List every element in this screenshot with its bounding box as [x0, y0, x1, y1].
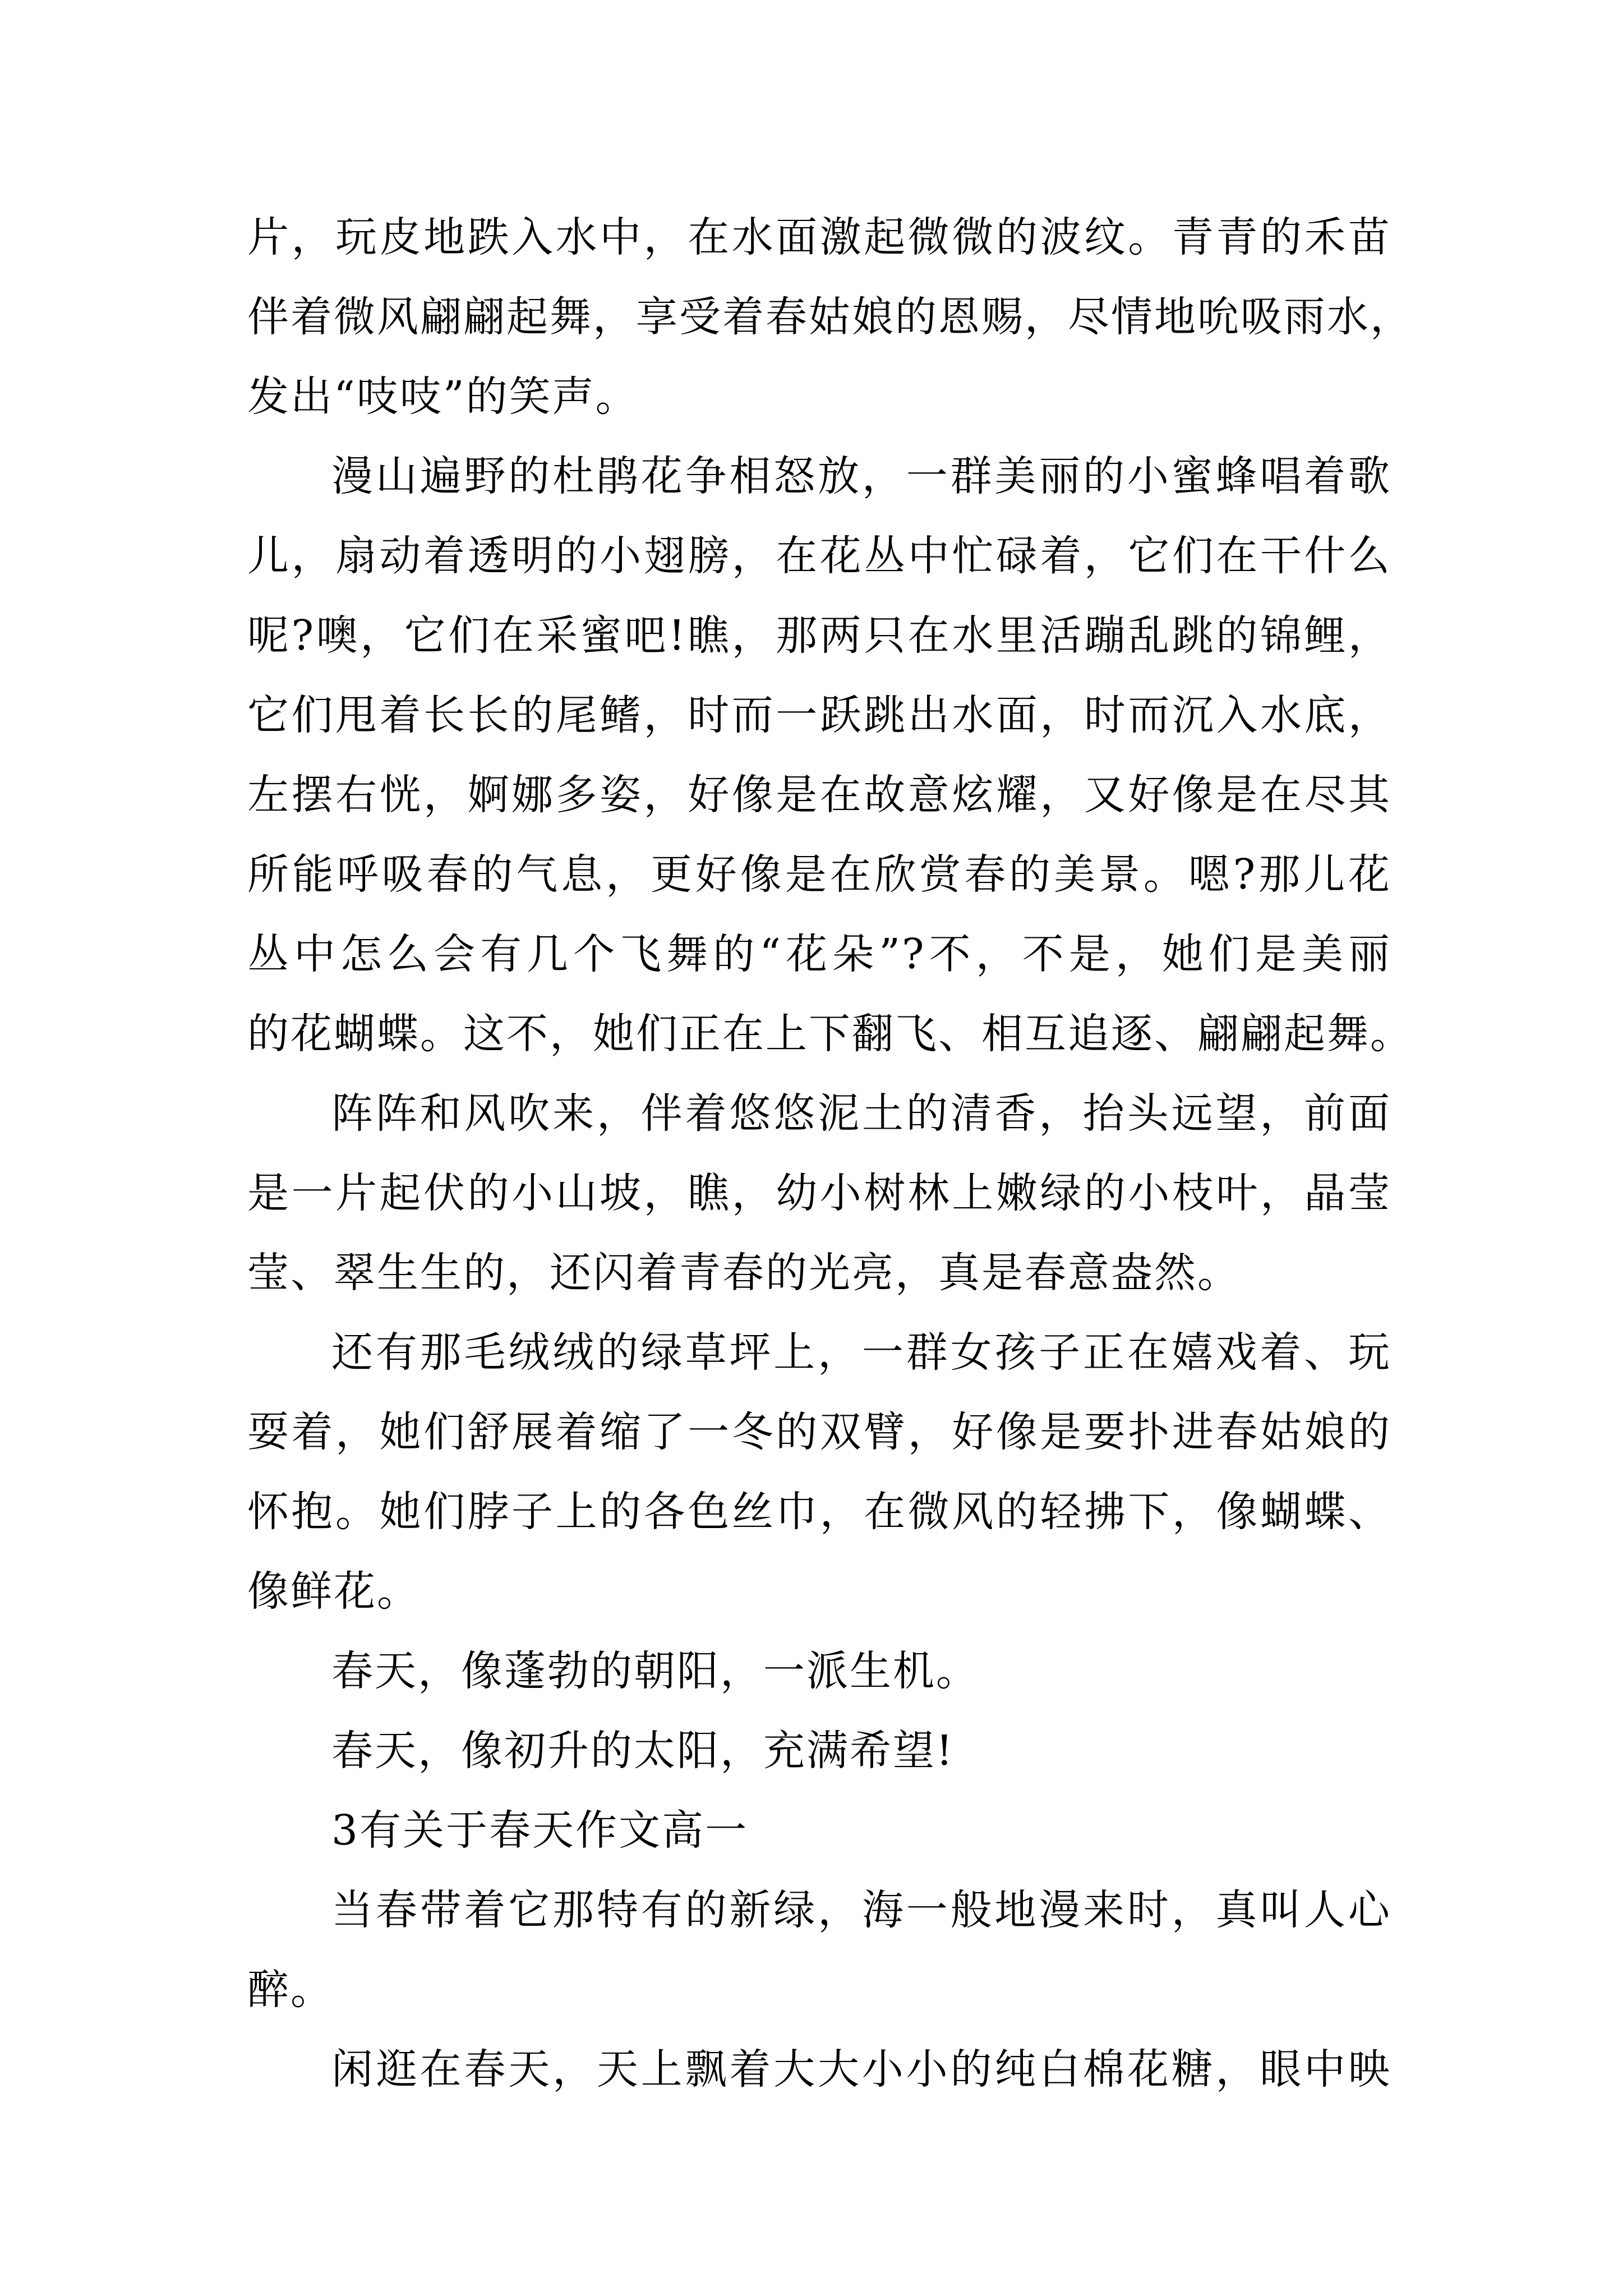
- text-line: 漫山遍野的杜鹃花争相怒放，一群美丽的小蜜蜂唱着歌: [331, 452, 1391, 500]
- text-line: 莹、翠生生的，还闪着青春的光亮，真是春意盎然。: [247, 1249, 1241, 1297]
- text-line: 3有关于春天作文高一: [331, 1806, 749, 1855]
- text-line: 怀抱。她们脖子上的各色丝巾，在微风的轻拂下，像蝴蝶、: [247, 1488, 1391, 1536]
- text-line: 丛中怎么会有几个飞舞的“花朵”?不，不是，她们是美丽: [247, 930, 1391, 978]
- text-line: 片，玩皮地跌入水中，在水面激起微微的波纹。青青的禾苗: [247, 213, 1391, 261]
- text-line: 的花蝴蝶。这不，她们正在上下翻飞、相互追逐、翩翩起舞。: [247, 1010, 1413, 1058]
- text-line: 当春带着它那特有的新绿，海一般地漫来时，真叫人心: [331, 1886, 1391, 1934]
- text-line: 伴着微风翩翩起舞，享受着春姑娘的恩赐，尽情地吮吸雨水，: [247, 293, 1413, 341]
- text-line: 是一片起伏的小山坡，瞧，幼小树林上嫩绿的小枝叶，晶莹: [247, 1169, 1391, 1217]
- text-line: 阵阵和风吹来，伴着悠悠泥土的清香，抬头远望，前面: [331, 1089, 1391, 1138]
- text-line: 左摆右恍，婀娜多姿，好像是在故意炫耀，又好像是在尽其: [247, 771, 1391, 819]
- text-line: 春天，像蓬勃的朝阳，一派生机。: [331, 1647, 979, 1695]
- text-line: 还有那毛绒绒的绿草坪上，一群女孩子正在嬉戏着、玩: [331, 1328, 1391, 1377]
- text-line: 闲逛在春天，天上飘着大大小小的纯白棉花糖，眼中映: [331, 2045, 1391, 2093]
- text-line: 它们甩着长长的尾鳍，时而一跃跳出水面，时而沉入水底，: [247, 691, 1391, 739]
- text-line: 儿，扇动着透明的小翅膀，在花丛中忙碌着，它们在干什么: [247, 532, 1391, 580]
- text-line: 像鲜花。: [247, 1567, 420, 1616]
- document-body: [247, 197, 1413, 2109]
- text-line: 呢?噢，它们在采蜜吧!瞧，那两只在水里活蹦乱跳的锦鲤，: [247, 611, 1391, 660]
- text-line: 所能呼吸春的气息，更好像是在欣赏春的美景。嗯?那儿花: [247, 850, 1391, 899]
- text-line: 耍着，她们舒展着缩了一冬的双臂，好像是要扑进春姑娘的: [247, 1408, 1391, 1456]
- text-line: 醉。: [247, 1966, 334, 2014]
- text-line: 发出“吱吱”的笑声。: [247, 372, 639, 421]
- text-line: 春天，像初升的太阳，充满希望!: [331, 1727, 955, 1775]
